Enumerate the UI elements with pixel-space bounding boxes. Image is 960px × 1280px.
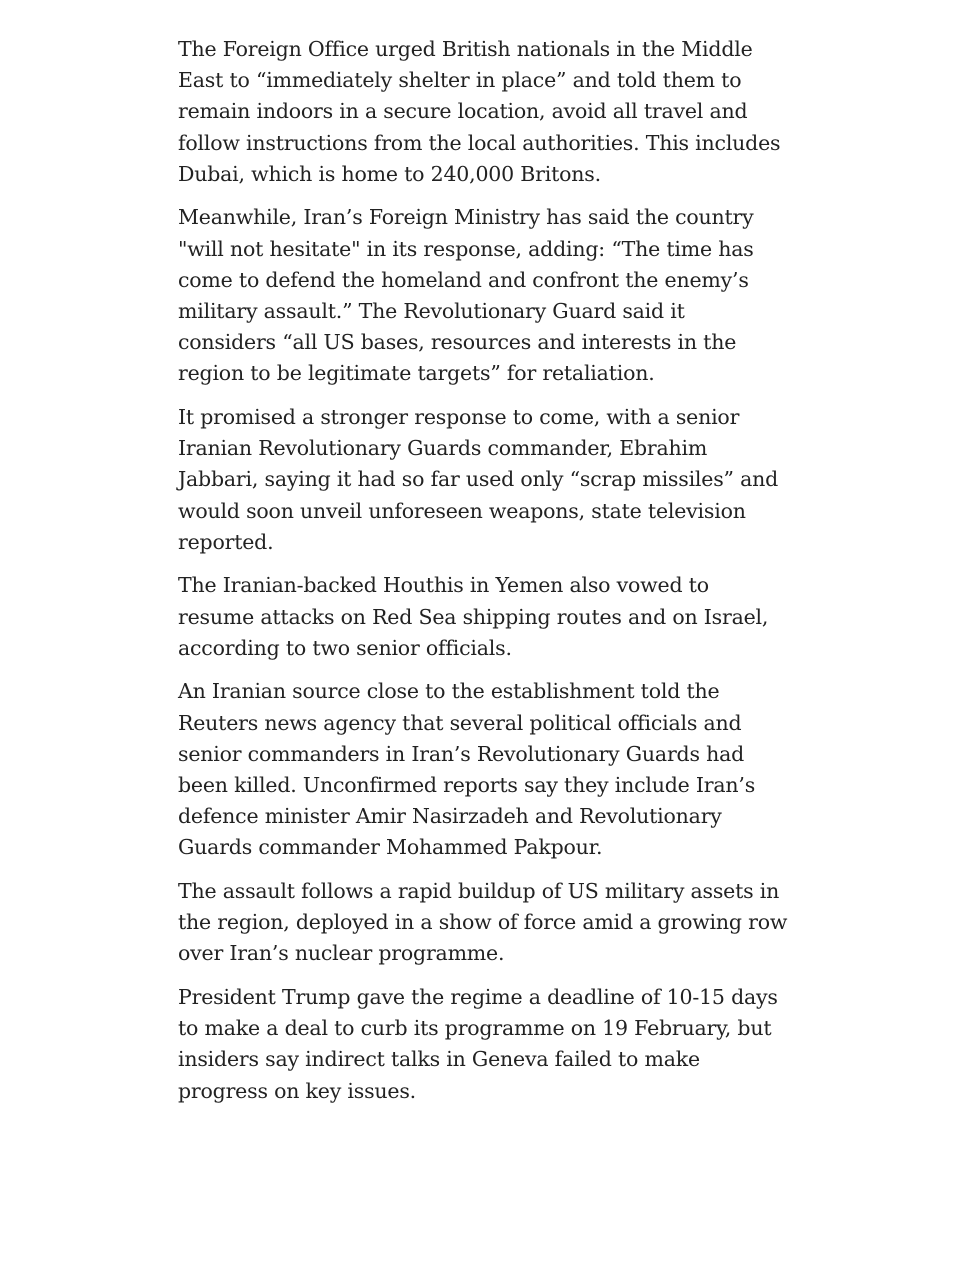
article-paragraph: The Foreign Office urged British nationals in the Middle East to “immediately shelter in place” and told them to remain indoors in a secure location, avoid all travel and follow instructions from the local authorities. This includes Dubai, which is home to 240,000 Britons. [178, 37, 781, 186]
article-paragraph: An Iranian source close to the establishment told the Reuters news agency that several political officials and senior commanders in Iran’s Revolutionary Guards had been killed. Unconfirmed reports say they include Iran’s defence minister Amir Nasirzadeh and Revolutionary Guards commander Mohammed Pakpour. [178, 679, 756, 860]
article-paragraph: The assault follows a rapid buildup of US military assets in the region, deployed in a show of force amid a growing row over Iran’s nuclear programme. [178, 879, 788, 966]
article-paragraph: Meanwhile, Iran’s Foreign Ministry has said the country "will not hesitate" in its response, adding: “The time has come to defend the homeland and confront the enemy’s military assault.” The Revolutionary Guard said it considers “all US bases, resources and interests in the region to be legitimate targets” for retaliation. [178, 205, 754, 386]
article-body [178, 34, 788, 1119]
article-paragraph: The Iranian-backed Houthis in Yemen also vowed to resume attacks on Red Sea shipping routes and on Israel, according to two senior officials. [178, 573, 769, 660]
article-paragraph: It promised a stronger response to come, with a senior Iranian Revolutionary Guards commander, Ebrahim Jabbari, saying it had so far used only “scrap missiles” and would soon unveil unforeseen weapons, state television reported. [178, 405, 779, 554]
article-paragraph: President Trump gave the regime a deadline of 10-15 days to make a deal to curb its programme on 19 February, but insiders say indirect talks in Geneva failed to make progress on key issues. [178, 985, 778, 1103]
